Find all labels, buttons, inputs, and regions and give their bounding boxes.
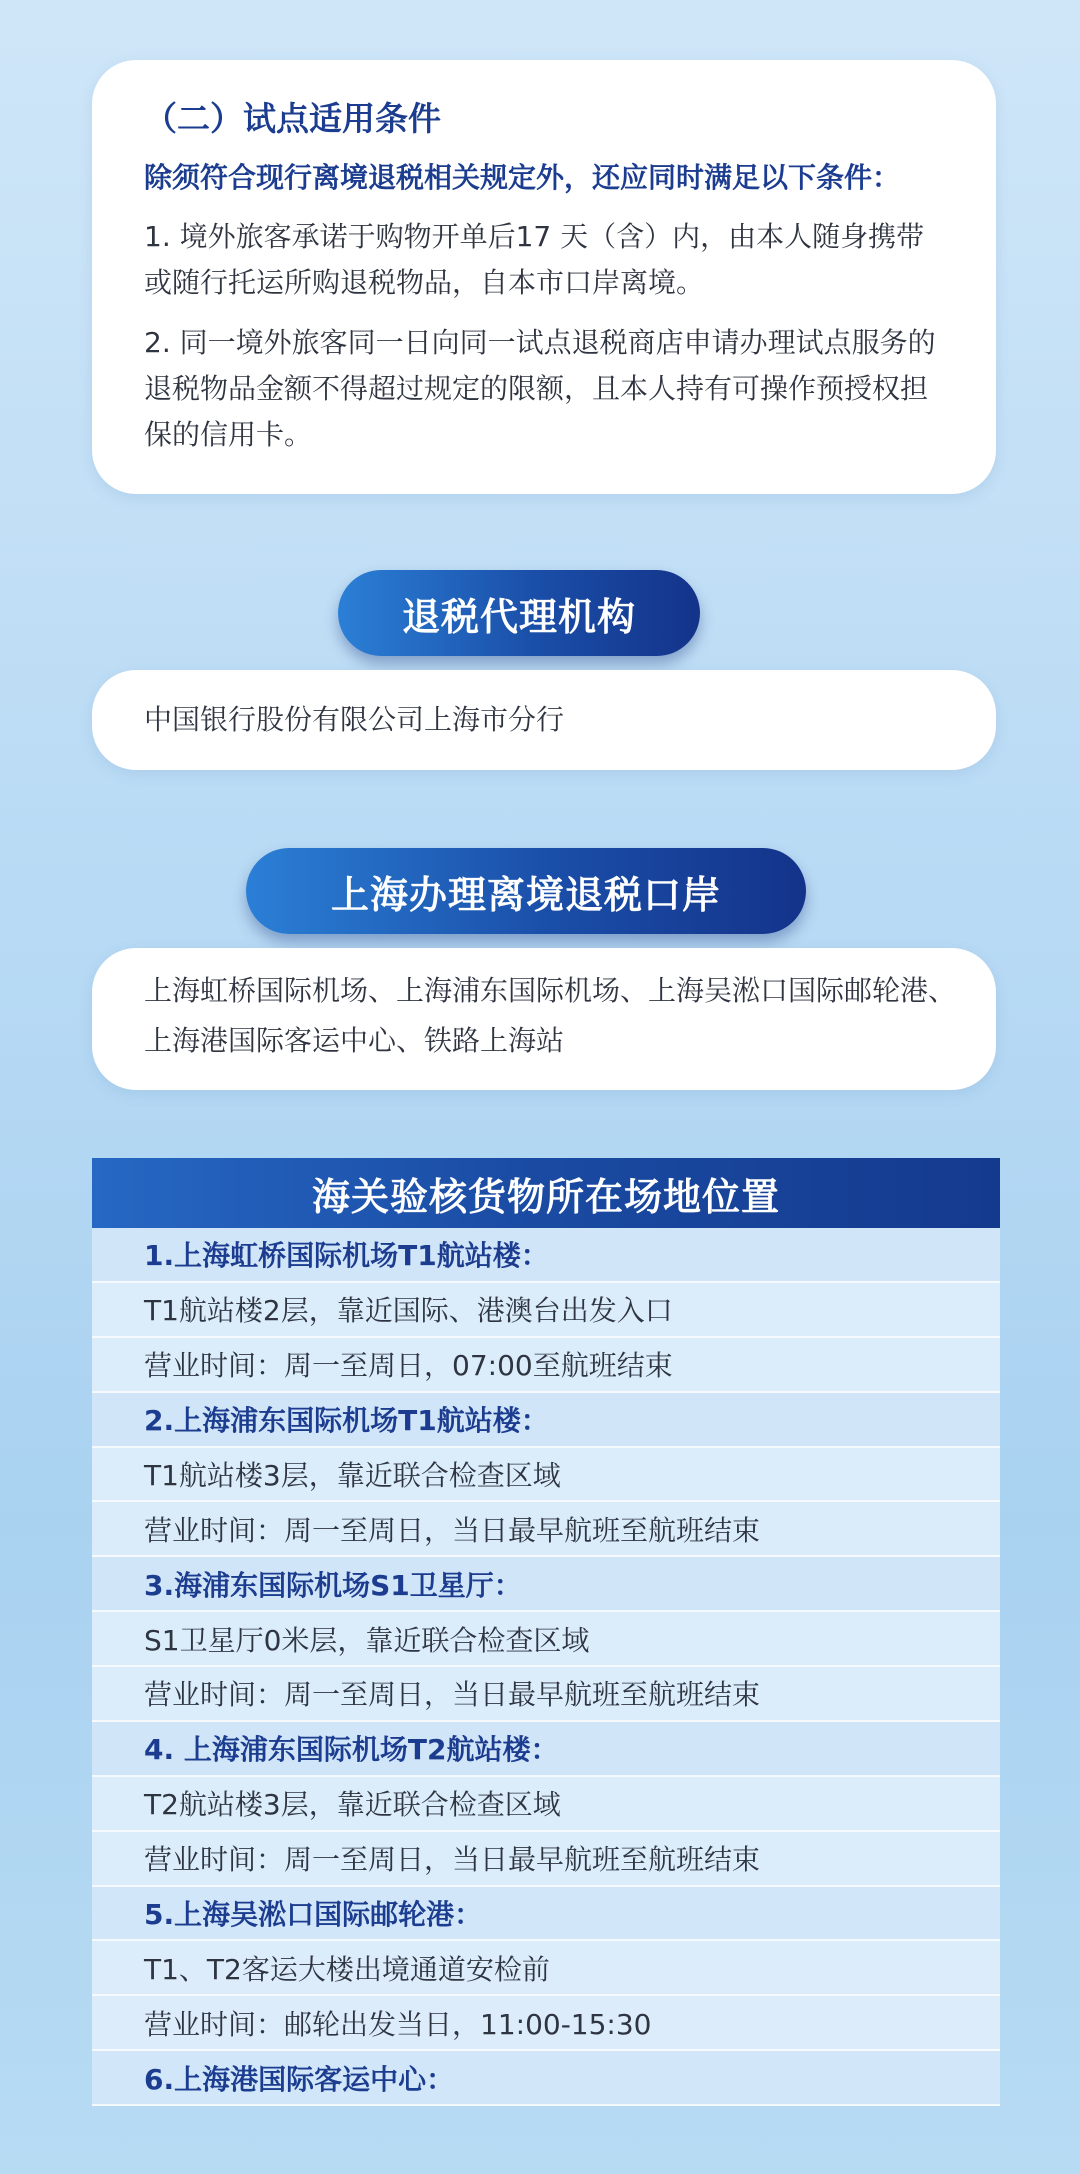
location-detail-row: T1航站楼2层，靠近国际、港澳台出发入口 [92, 1283, 1000, 1338]
location-title-row: 3.海浦东国际机场S1卫星厅： [92, 1557, 1000, 1612]
agency-heading: 退税代理机构 [338, 570, 700, 656]
location-detail-row: T2航站楼3层，靠近联合检查区域 [92, 1777, 1000, 1832]
location-title-row: 1.上海虹桥国际机场T1航站楼： [92, 1228, 1000, 1283]
location-detail-row: S1卫星厅0米层，靠近联合检查区域 [92, 1612, 1000, 1667]
location-detail-row: 营业时间：邮轮出发当日，11:00-15:30 [92, 1996, 1000, 2051]
location-detail-row: T1、T2客运大楼出境通道安检前 [92, 1941, 1000, 1996]
location-title-row: 6.上海港国际客运中心： [92, 2051, 1000, 2106]
location-detail-row: 营业时间：周一至周日，当日最早航班至航班结束 [92, 1502, 1000, 1557]
ports-card [92, 948, 996, 1090]
agency-text: 中国银行股份有限公司上海市分行 [144, 703, 565, 736]
location-title-row: 2.上海浦东国际机场T1航站楼： [92, 1393, 1000, 1448]
condition-item-2: 2. 同一境外旅客同一日向同一试点退税商店申请办理试点服务的退税物品金额不得超过规定的限额，且本人持有可操作预授权担保的信用卡。 [144, 326, 936, 451]
location-detail-row: T1航站楼3层，靠近联合检查区域 [92, 1448, 1000, 1503]
agency-card [92, 670, 996, 770]
conditions-title: （二）试点适用条件 [144, 99, 441, 138]
ports-heading: 上海办理离境退税口岸 [246, 848, 806, 934]
location-detail-row: 营业时间：周一至周日，07:00至航班结束 [92, 1338, 1000, 1393]
location-title-row: 5.上海吴淞口国际邮轮港： [92, 1887, 1000, 1942]
locations-table [92, 1228, 1000, 2106]
locations-heading: 海关验核货物所在场地位置 [92, 1158, 1000, 1228]
condition-item-1: 1. 境外旅客承诺于购物开单后17 天（含）内，由本人随身携带或随行托运所购退税物品，自本市口岸离境。 [144, 220, 925, 299]
conditions-intro: 除须符合现行离境退税相关规定外，还应同时满足以下条件： [144, 161, 901, 194]
location-title-row: 4. 上海浦东国际机场T2航站楼： [92, 1722, 1000, 1777]
location-detail-row: 营业时间：周一至周日，当日最早航班至航班结束 [92, 1832, 1000, 1887]
ports-text: 上海虹桥国际机场、上海浦东国际机场、上海吴淞口国际邮轮港、上海港国际客运中心、铁路上海站 [144, 974, 957, 1057]
location-detail-row: 营业时间：周一至周日，当日最早航班至航班结束 [92, 1667, 1000, 1722]
conditions-card [92, 60, 996, 494]
